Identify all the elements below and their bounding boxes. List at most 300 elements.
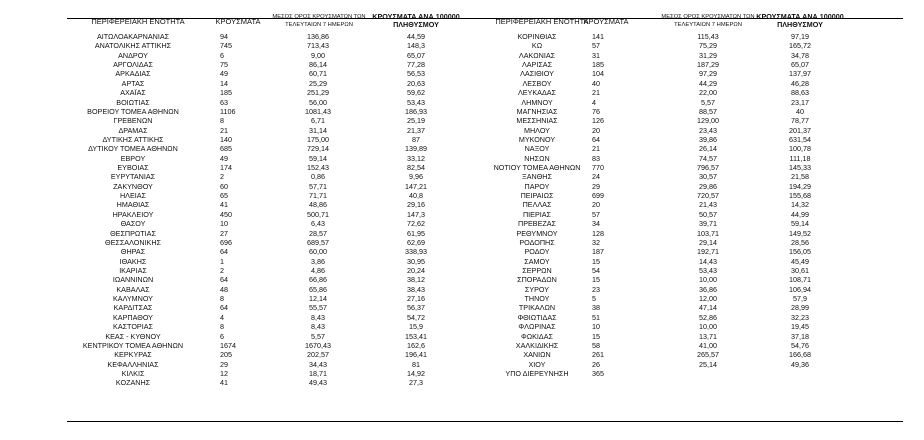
avg7-value: 66,86 [309, 275, 327, 285]
per100k-value: 87 [412, 134, 420, 144]
avg7-value: 26,14 [699, 144, 717, 154]
cases-value: 685 [220, 144, 232, 154]
avg7-value: 39,71 [699, 219, 717, 229]
cases-value: 23 [592, 284, 600, 294]
avg7-value: 3,86 [311, 256, 325, 266]
avg7-value: 56,00 [309, 97, 327, 107]
per100k-value: 106,94 [789, 284, 811, 294]
region-name: ΕΥΡΥΤΑΝΙΑΣ [110, 172, 156, 182]
region-name: ΚΑΡΠΑΘΟΥ [113, 312, 153, 322]
region-name: ΣΠΟΡΑΔΩΝ [517, 275, 557, 285]
avg7-value: 57,71 [309, 181, 327, 191]
cases-value: 15 [592, 331, 600, 341]
avg7-value: 202,57 [307, 350, 329, 360]
region-name: ΗΛΕΙΑΣ [119, 191, 147, 201]
region-name: ΜΥΚΟΝΟΥ [518, 134, 556, 144]
per100k-value: 38,12 [407, 275, 425, 285]
per100k-value: 21,58 [791, 172, 809, 182]
cases-value: 261 [592, 350, 604, 360]
avg7-value: 25,29 [309, 78, 327, 88]
per100k-value: 49,36 [791, 359, 809, 369]
avg7-value: 65,86 [309, 284, 327, 294]
region-name: ΦΩΚΙΔΑΣ [521, 331, 553, 341]
region-name: ΑΧΑΪΑΣ [120, 88, 146, 98]
region-name: ΛΑΚΩΝΙΑΣ [518, 50, 556, 60]
per100k-value: 139,89 [405, 144, 427, 154]
cases-value: 27 [220, 228, 228, 238]
region-name: ΚΕΝΤΡΙΚΟΥ ΤΟΜΕΑ ΑΘΗΝΩΝ [82, 340, 184, 350]
per100k-value: 54,76 [791, 340, 809, 350]
cases-value: 54 [592, 265, 600, 275]
region-name: ΘΕΣΣΑΛΟΝΙΚΗΣ [105, 237, 161, 247]
avg7-value: 23,43 [699, 125, 717, 135]
avg7-value: 88,57 [699, 106, 717, 116]
avg7-value: 192,71 [697, 247, 719, 257]
region-name: ΤΡΙΚΑΛΩΝ [518, 303, 556, 313]
region-name: ΞΑΝΘΗΣ [522, 172, 552, 182]
per100k-value: 145,33 [789, 163, 811, 173]
cases-value: 29 [220, 359, 228, 369]
cases-value: 60 [220, 181, 228, 191]
cases-value: 40 [592, 78, 600, 88]
cases-value: 141 [592, 32, 604, 41]
region-name: ΑΡΓΟΛΙΔΑΣ [113, 60, 153, 70]
per100k-value: 166,68 [789, 350, 811, 360]
cases-value: 4 [220, 312, 224, 322]
avg7-value: 29,86 [699, 181, 717, 191]
per100k-value: 147,21 [405, 181, 427, 191]
region-name: ΙΘΑΚΗΣ [119, 256, 147, 266]
per100k-value: 53,43 [407, 97, 425, 107]
cases-value: 745 [220, 41, 232, 51]
avg7-value: 1670,43 [305, 340, 331, 350]
per100k-value: 77,28 [407, 60, 425, 70]
cases-value: 29 [592, 181, 600, 191]
region-name: ΛΑΡΙΣΑΣ [521, 60, 553, 70]
region-name: ΖΑΚΥΝΘΟΥ [113, 181, 153, 191]
cases-value: 63 [220, 97, 228, 107]
cases-value: 21 [592, 88, 600, 98]
cases-value: 51 [592, 312, 600, 322]
per100k-value: 196,41 [405, 350, 427, 360]
cases-value: 450 [220, 209, 232, 219]
region-name: ΡΟΔΟΥ [524, 247, 550, 257]
region-name: ΠΡΕΒΕΖΑΣ [518, 219, 556, 229]
avg7-value: 36,86 [699, 284, 717, 294]
region-name: ΔΡΑΜΑΣ [118, 125, 148, 135]
cases-value: 10 [592, 322, 600, 332]
region-name: ΒΟΙΩΤΙΑΣ [116, 97, 150, 107]
avg7-value: 5,57 [311, 331, 325, 341]
cases-value: 57 [592, 41, 600, 51]
cases-value: 365 [592, 368, 604, 378]
per100k-value: 57,9 [793, 294, 807, 304]
per100k-value: 32,23 [791, 312, 809, 322]
per100k-value: 62,69 [407, 237, 425, 247]
per100k-value: 149,52 [789, 228, 811, 238]
avg7-value: 720,57 [697, 191, 719, 201]
region-name: ΣΥΡΟΥ [524, 284, 550, 294]
cases-value: 31 [592, 50, 600, 60]
per100k-value: 38,43 [407, 284, 425, 294]
per100k-value: 37,18 [791, 331, 809, 341]
cases-value: 20 [592, 125, 600, 135]
per100k-value: 631,54 [789, 134, 811, 144]
per100k-value: 108,71 [789, 275, 811, 285]
region-name: ΚΑΛΥΜΝΟΥ [113, 294, 153, 304]
per100k-value: 56,53 [407, 69, 425, 79]
avg7-value: 59,14 [309, 153, 327, 163]
region-name: ΚΟΡΙΝΘΙΑΣ [517, 32, 557, 41]
cases-value: 26 [592, 359, 600, 369]
cases-value: 10 [220, 219, 228, 229]
region-name: ΛΕΣΒΟΥ [522, 78, 552, 88]
avg7-value: 47,14 [699, 303, 717, 313]
avg7-value: 60,71 [309, 69, 327, 79]
avg7-value: 18,71 [309, 368, 327, 378]
cases-value: 128 [592, 228, 604, 238]
region-name: ΑΡΤΑΣ [121, 78, 145, 88]
per100k-value: 194,29 [789, 181, 811, 191]
region-name: ΛΑΣΙΘΙΟΥ [520, 69, 554, 79]
per100k-value: 54,72 [407, 312, 425, 322]
cases-value: 6 [220, 50, 224, 60]
avg7-value: 152,43 [307, 163, 329, 173]
per100k-value: 34,78 [791, 50, 809, 60]
region-name: ΑΙΤΩΛΟΑΚΑΡΝΑΝΙΑΣ [96, 32, 170, 41]
avg7-value: 729,14 [307, 144, 329, 154]
per100k-value: 21,37 [407, 125, 425, 135]
avg7-value: 50,57 [699, 209, 717, 219]
per100k-value: 153,41 [405, 331, 427, 341]
region-name: ΘΕΣΠΡΩΤΙΑΣ [110, 228, 156, 238]
header-region: ΠΕΡΙΦΕΡΕΙΑΚΗ ΕΝΟΤΗΤΑ [91, 17, 185, 26]
cases-value: 83 [592, 153, 600, 163]
per100k-value: 72,62 [407, 219, 425, 229]
avg7-value: 713,43 [307, 41, 329, 51]
avg7-value: 5,57 [701, 97, 715, 107]
per100k-value: 14,92 [407, 368, 425, 378]
region-name: ΕΥΒΟΙΑΣ [117, 163, 149, 173]
avg7-value: 265,57 [697, 350, 719, 360]
cases-value: 696 [220, 237, 232, 247]
per100k-value: 165,72 [789, 41, 811, 51]
per100k-value: 137,97 [789, 69, 811, 79]
cases-value: 104 [592, 69, 604, 79]
avg7-value: 48,86 [309, 200, 327, 210]
cases-value: 4 [592, 97, 596, 107]
per100k-value: 82,54 [407, 163, 425, 173]
region-name: ΛΕΥΚΑΔΑΣ [517, 88, 556, 98]
avg7-value: 74,57 [699, 153, 717, 163]
avg7-value: 55,57 [309, 303, 327, 313]
per100k-value: 25,19 [407, 116, 425, 126]
avg7-value: 53,43 [699, 265, 717, 275]
avg7-value: 103,71 [697, 228, 719, 238]
region-name: ΑΝΑΤΟΛΙΚΗΣ ΑΤΤΙΚΗΣ [94, 41, 172, 51]
cases-value: 12 [220, 368, 228, 378]
cases-value: 205 [220, 350, 232, 360]
avg7-value: 175,00 [307, 134, 329, 144]
cases-value: 49 [220, 69, 228, 79]
cases-value: 8 [220, 116, 224, 126]
avg7-value: 0,86 [311, 172, 325, 182]
cases-value: 76 [592, 106, 600, 116]
per100k-value: 59,62 [407, 88, 425, 98]
per100k-value: 45,49 [791, 256, 809, 266]
header-cases: ΚΡΟΥΣΜΑΤΑ [583, 17, 629, 26]
per100k-value: 59,14 [791, 219, 809, 229]
region-name: ΗΜΑΘΙΑΣ [116, 200, 150, 210]
avg7-value: 136,86 [307, 32, 329, 41]
region-name: ΑΡΚΑΔΙΑΣ [115, 69, 151, 79]
per100k-value: 28,99 [791, 303, 809, 313]
per100k-value: 46,28 [791, 78, 809, 88]
cases-value: 699 [592, 191, 604, 201]
per100k-value: 23,17 [791, 97, 809, 107]
region-name: ΚΑΣΤΟΡΙΑΣ [113, 322, 153, 332]
avg7-value: 52,86 [699, 312, 717, 322]
per100k-value: 111,18 [789, 153, 811, 163]
region-name: ΝΗΣΩΝ [524, 153, 550, 163]
avg7-value: 30,57 [699, 172, 717, 182]
avg7-value: 4,86 [311, 265, 325, 275]
avg7-value: 28,57 [309, 228, 327, 238]
cases-value: 185 [592, 60, 604, 70]
region-name: ΚΙΛΚΙΣ [121, 368, 145, 378]
region-name: ΜΑΓΝΗΣΙΑΣ [516, 106, 558, 116]
per100k-value: 148,3 [407, 41, 425, 51]
cases-value: 64 [220, 275, 228, 285]
cases-value: 41 [220, 200, 228, 210]
cases-value: 94 [220, 32, 228, 41]
region-name: ΣΕΡΡΩΝ [522, 265, 552, 275]
avg7-value: 60,00 [309, 247, 327, 257]
cases-value: 64 [592, 134, 600, 144]
cases-value: 187 [592, 247, 604, 257]
region-name: ΜΕΣΣΗΝΙΑΣ [516, 116, 558, 126]
region-name: ΧΑΝΙΩΝ [523, 350, 551, 360]
avg7-value: 31,29 [699, 50, 717, 60]
avg7-value: 10,00 [699, 275, 717, 285]
per100k-value: 9,96 [409, 172, 423, 182]
per100k-value: 155,68 [789, 191, 811, 201]
region-name: ΝΑΞΟΥ [524, 144, 550, 154]
avg7-value: 8,43 [311, 322, 325, 332]
avg7-value: 22,00 [699, 88, 717, 98]
avg7-value: 39,86 [699, 134, 717, 144]
avg7-value: 10,00 [699, 322, 717, 332]
per100k-value: 81 [412, 359, 420, 369]
region-name: ΜΗΛΟΥ [524, 125, 550, 135]
per100k-value: 156,05 [789, 247, 811, 257]
cases-value: 64 [220, 247, 228, 257]
per100k-value: 186,93 [405, 106, 427, 116]
per100k-value: 61,95 [407, 228, 425, 238]
per100k-value: 162,6 [407, 340, 425, 350]
per100k-value: 97,19 [791, 32, 809, 41]
cases-value: 21 [220, 125, 228, 135]
region-name: ΚΟΖΑΝΗΣ [115, 378, 151, 388]
avg7-value: 1081,43 [305, 106, 331, 116]
avg7-value: 689,57 [307, 237, 329, 247]
cases-value: 14 [220, 78, 228, 88]
region-name: ΙΩΑΝΝΙΝΩΝ [112, 275, 154, 285]
per100k-value: 27,3 [409, 378, 423, 388]
per100k-value: 15,9 [409, 322, 423, 332]
cases-value: 1 [220, 256, 224, 266]
cases-value: 8 [220, 322, 224, 332]
region-name: ΚΕΡΚΥΡΑΣ [114, 350, 152, 360]
cases-value: 65 [220, 191, 228, 201]
region-name: ΚΑΒΑΛΑΣ [116, 284, 150, 294]
avg7-value: 9,00 [311, 50, 325, 60]
cases-value: 57 [592, 209, 600, 219]
avg7-value: 6,71 [311, 116, 325, 126]
region-name: ΠΕΛΛΑΣ [522, 200, 552, 210]
avg7-value: 12,14 [309, 294, 327, 304]
cases-value: 41 [220, 378, 228, 388]
avg7-value: 115,43 [697, 32, 719, 41]
cases-value: 174 [220, 163, 232, 173]
cases-value: 185 [220, 88, 232, 98]
cases-value: 8 [220, 294, 224, 304]
region-name: ΔΥΤΙΚΟΥ ΤΟΜΕΑ ΑΘΗΝΩΝ [88, 144, 178, 154]
per100k-value: 30,61 [791, 265, 809, 275]
per100k-value: 44,59 [407, 32, 425, 41]
per100k-value: 20,63 [407, 78, 425, 88]
avg7-value: 44,29 [699, 78, 717, 88]
region-name: ΚΕΦΑΛΛΗΝΙΑΣ [107, 359, 159, 369]
region-name: ΑΝΔΡΟΥ [118, 50, 148, 60]
cases-value: 58 [592, 340, 600, 350]
region-name: ΠΑΡΟΥ [524, 181, 550, 191]
per100k-value: 100,78 [789, 144, 811, 154]
avg7-value: 75,29 [699, 41, 717, 51]
footer-divider [67, 421, 903, 422]
per100k-value: 78,77 [791, 116, 809, 126]
region-name: ΘΗΡΑΣ [120, 247, 146, 257]
avg7-value: 31,14 [309, 125, 327, 135]
cases-value: 20 [592, 200, 600, 210]
cases-value: 38 [592, 303, 600, 313]
cases-value: 1674 [220, 340, 236, 350]
per100k-value: 65,07 [791, 60, 809, 70]
avg7-value: 29,14 [699, 237, 717, 247]
cases-value: 64 [220, 303, 228, 313]
region-name: ΤΗΝΟΥ [524, 294, 550, 304]
region-name: ΦΛΩΡΙΝΑΣ [518, 322, 556, 332]
avg7-value: 86,14 [309, 60, 327, 70]
cases-value: 24 [592, 172, 600, 182]
header-avg: ΜΕΣΟΣ ΟΡΟΣ ΚΡΟΥΣΜΑΤΩΝ ΤΩΝ ΤΕΛΕΥΤΑΙΩΝ 7 ΗΜΕΡΩΝ [661, 14, 755, 28]
cases-value: 49 [220, 153, 228, 163]
avg7-value: 25,14 [699, 359, 717, 369]
region-name: ΦΘΙΩΤΙΔΑΣ [517, 312, 557, 322]
cases-value: 15 [592, 256, 600, 266]
cases-value: 2 [220, 265, 224, 275]
cases-value: 770 [592, 163, 604, 173]
per100k-value: 29,16 [407, 200, 425, 210]
avg7-value: 41,00 [699, 340, 717, 350]
per100k-value: 30,95 [407, 256, 425, 266]
region-name: ΠΙΕΡΙΑΣ [522, 209, 551, 219]
region-name: ΧΑΛΚΙΔΙΚΗΣ [515, 340, 559, 350]
header-per100k: ΚΡΟΥΣΜΑΤΑ ΑΝΑ 100000 ΠΛΗΘΥΣΜΟΥ [372, 12, 460, 29]
header-region: ΠΕΡΙΦΕΡΕΙΑΚΗ ΕΝΟΤΗΤΑ [495, 17, 589, 26]
avg7-value: 97,29 [699, 69, 717, 79]
per100k-value: 40 [796, 106, 804, 116]
region-name: ΣΑΜΟΥ [524, 256, 550, 266]
avg7-value: 796,57 [697, 163, 719, 173]
cases-value: 2 [220, 172, 224, 182]
per100k-value: 88,63 [791, 88, 809, 98]
avg7-value: 34,43 [309, 359, 327, 369]
region-name: ΚΩ [531, 41, 543, 51]
cases-value: 6 [220, 331, 224, 341]
cases-value: 15 [592, 275, 600, 285]
region-name: ΡΟΔΟΠΗΣ [519, 237, 555, 247]
cases-value: 21 [592, 144, 600, 154]
avg7-value: 6,43 [311, 219, 325, 229]
avg7-value: 187,29 [697, 60, 719, 70]
avg7-value: 71,71 [309, 191, 327, 201]
cases-value: 1106 [220, 106, 236, 116]
per100k-value: 14,32 [791, 200, 809, 210]
region-name: ΗΡΑΚΛΕΙΟΥ [112, 209, 154, 219]
region-name: ΚΕΑΣ - ΚΥΘΝΟΥ [105, 331, 161, 341]
region-name: ΚΑΡΔΙΤΣΑΣ [113, 303, 153, 313]
cases-value: 75 [220, 60, 228, 70]
avg7-value: 251,29 [307, 88, 329, 98]
region-name: ΧΙΟΥ [528, 359, 546, 369]
cases-value: 32 [592, 237, 600, 247]
region-name: ΘΑΣΟΥ [120, 219, 146, 229]
header-per100k: ΚΡΟΥΣΜΑΤΑ ΑΝΑ 100000 ΠΛΗΘΥΣΜΟΥ [756, 12, 844, 29]
region-name: ΓΡΕΒΕΝΩΝ [113, 116, 153, 126]
cases-value: 140 [220, 134, 232, 144]
region-name: ΙΚΑΡΙΑΣ [119, 265, 147, 275]
per100k-value: 28,56 [791, 237, 809, 247]
avg7-value: 8,43 [311, 312, 325, 322]
per100k-value: 56,37 [407, 303, 425, 313]
avg7-value: 49,43 [309, 378, 327, 388]
per100k-value: 19,45 [791, 322, 809, 332]
per100k-value: 20,24 [407, 265, 425, 275]
per100k-value: 147,3 [407, 209, 425, 219]
header-avg: ΜΕΣΟΣ ΟΡΟΣ ΚΡΟΥΣΜΑΤΩΝ ΤΩΝ ΤΕΛΕΥΤΑΙΩΝ 7 ΗΜΕΡΩΝ [272, 14, 366, 28]
per100k-value: 33,12 [407, 153, 425, 163]
cases-value: 5 [592, 294, 596, 304]
per100k-value: 40,8 [409, 191, 423, 201]
per100k-value: 201,37 [789, 125, 811, 135]
avg7-value: 21,43 [699, 200, 717, 210]
header-cases: ΚΡΟΥΣΜΑΤΑ [215, 17, 261, 26]
region-name: ΡΕΘΥΜΝΟΥ [516, 228, 558, 238]
region-name: ΒΟΡΕΙΟΥ ΤΟΜΕΑ ΑΘΗΝΩΝ [87, 106, 179, 116]
avg7-value: 13,71 [699, 331, 717, 341]
per100k-value: 338,93 [405, 247, 427, 257]
region-name: ΠΕΙΡΑΙΩΣ [520, 191, 554, 201]
region-name: ΕΒΡΟΥ [120, 153, 146, 163]
avg7-value: 500,71 [307, 209, 329, 219]
avg7-value: 14,43 [699, 256, 717, 266]
cases-value: 34 [592, 219, 600, 229]
avg7-value: 129,00 [697, 116, 719, 126]
cases-value: 48 [220, 284, 228, 294]
region-name: ΥΠΟ ΔΙΕΡΕΥΝΗΣΗ [505, 368, 569, 378]
cases-value: 126 [592, 116, 604, 126]
